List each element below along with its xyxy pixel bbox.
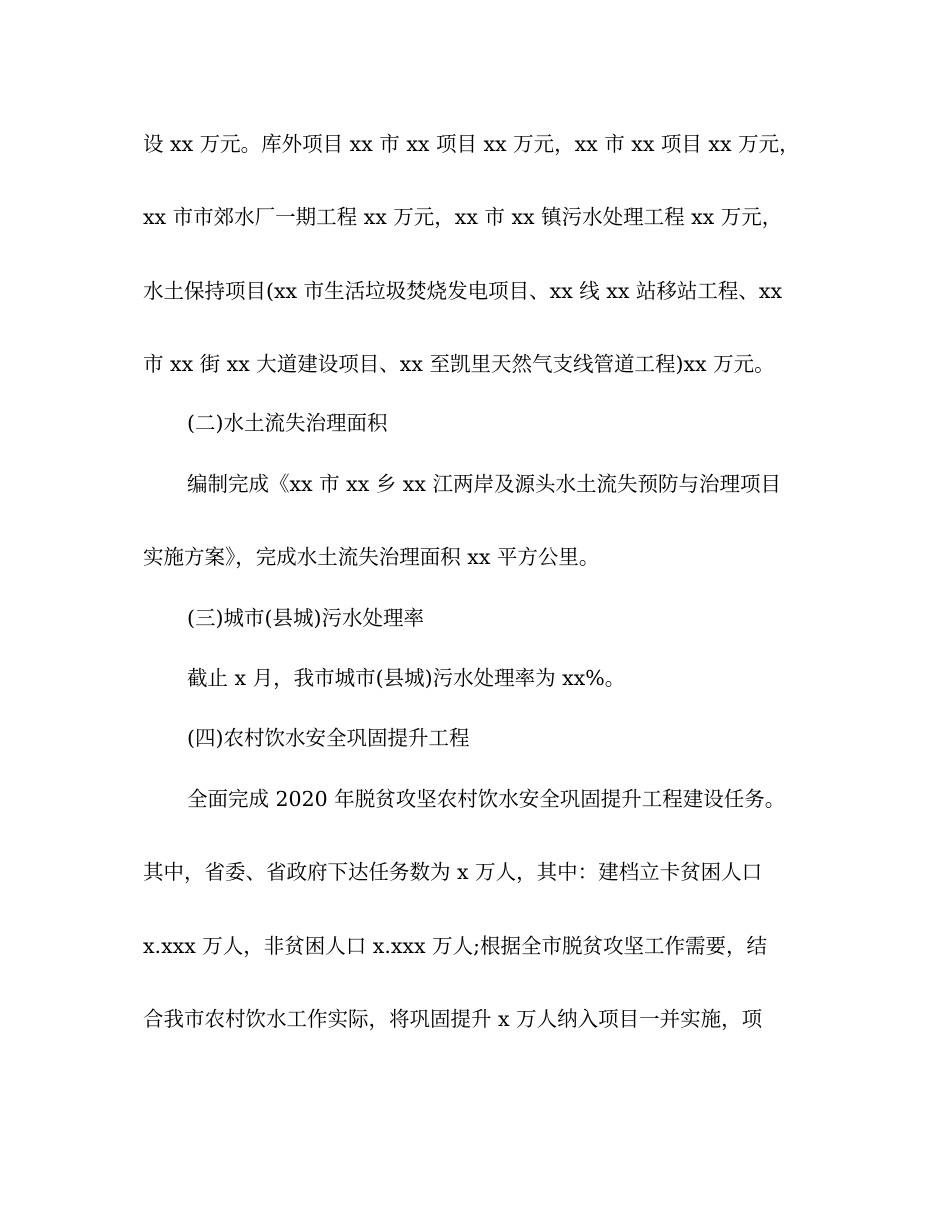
body-text-line: 合我市农村饮水工作实际，将巩固提升 x 万人纳入项目一并实施，项 [143, 1007, 763, 1031]
body-text-line: 设 xx 万元。库外项目 xx 市 xx 项目 xx 万元，xx 市 xx 项目 xx 万元， [143, 132, 800, 156]
body-text-line: 编制完成《xx 市 xx 乡 xx 江两岸及源头水土流失预防与治理项目 [187, 472, 781, 496]
section-heading: (三)城市(县城)污水处理率 [187, 606, 424, 630]
body-text-line: 实施方案》，完成水土流失治理面积 xx 平方公里。 [143, 545, 600, 569]
body-text-line: xx 市市郊水厂一期工程 xx 万元，xx 市 xx 镇污水处理工程 xx 万元， [143, 205, 783, 229]
body-text-line: 市 xx 街 xx 大道建设项目、xx 至凯里天然气支线管道工程)xx 万元。 [143, 352, 775, 376]
section-heading: (四)农村饮水安全巩固提升工程 [187, 726, 470, 750]
section-heading: (二)水土流失治理面积 [187, 411, 388, 435]
body-text-line: 水土保持项目(xx 市生活垃圾焚烧发电项目、xx 线 xx 站移站工程、xx [143, 279, 783, 303]
body-text-line: x.xxx 万人，非贫困人口 x.xxx 万人;根据全市脱贫攻坚工作需要，结 [143, 934, 767, 958]
body-text-line: 其中，省委、省政府下达任务数为 x 万人，其中：建档立卡贫困人口 [143, 860, 763, 884]
body-text-line: 截止 x 月，我市城市(县城)污水处理率为 xx%。 [187, 666, 626, 690]
body-text-line: 全面完成 2020 年脱贫攻坚农村饮水安全巩固提升工程建设任务。 [187, 787, 786, 811]
